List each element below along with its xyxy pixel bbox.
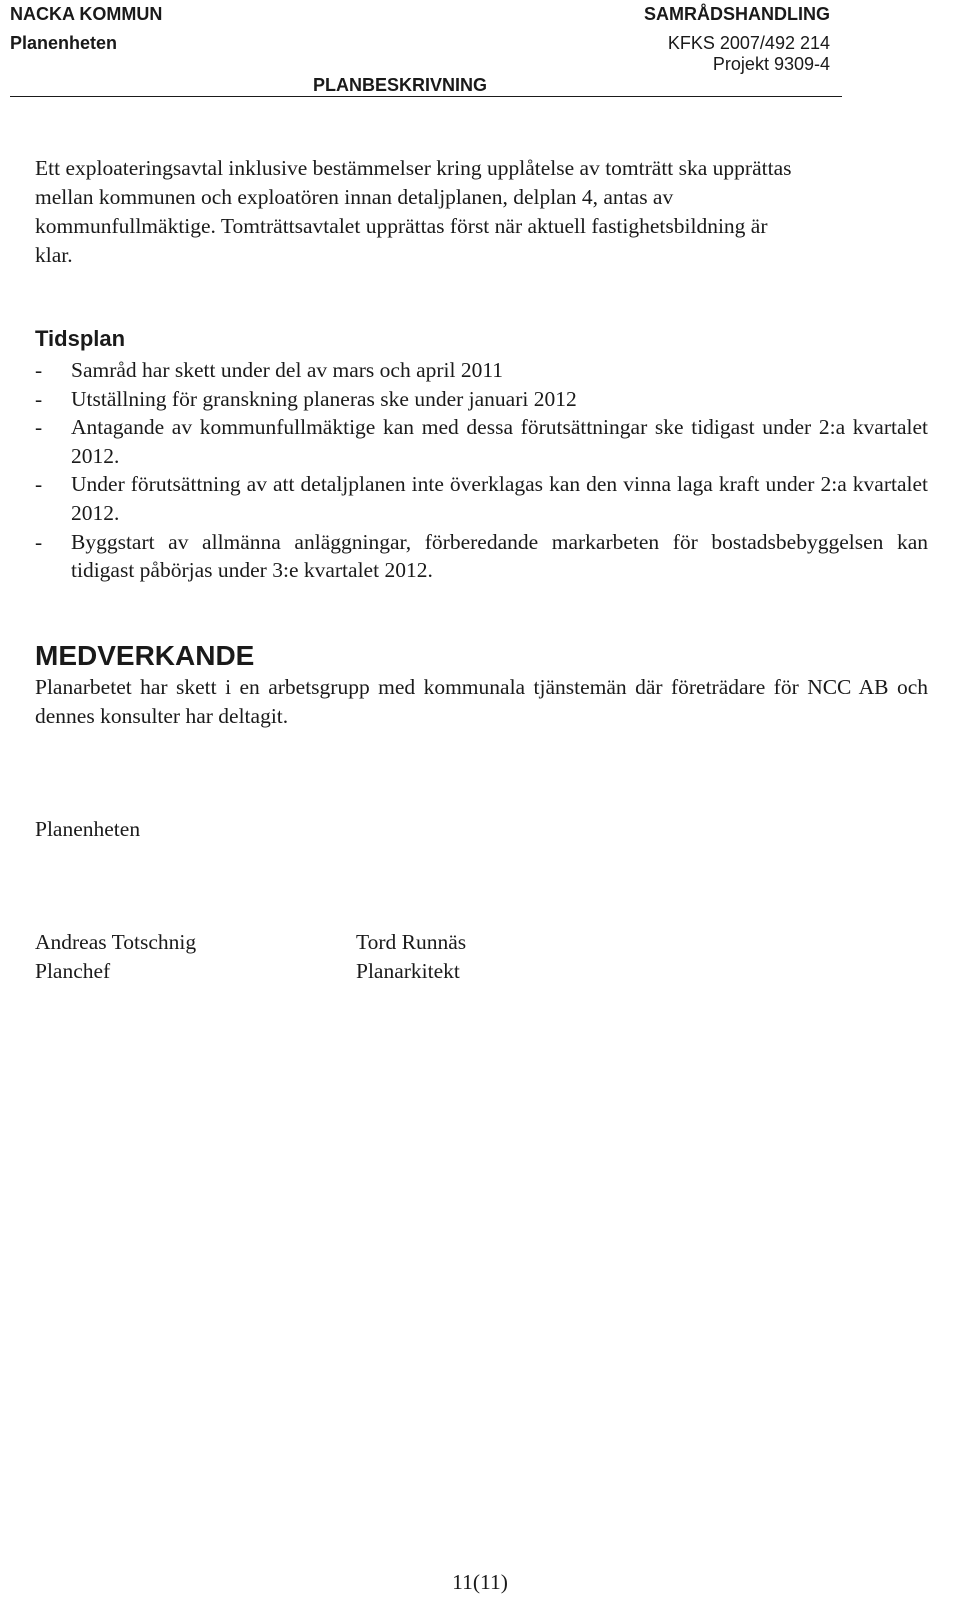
schedule-item — [35, 385, 928, 414]
schedule-item-text: Utställning för granskning planeras ske under januari 2012 — [71, 386, 577, 411]
case-reference: KFKS 2007/492 214 — [667, 33, 830, 53]
schedule-list — [35, 356, 928, 585]
schedule-item-text: Samråd har skett under del av mars och april 2011 — [71, 358, 504, 382]
signatory-name: Andreas Totschnig — [35, 930, 197, 954]
schedule-item-text: Antagande av kommunfullmäktige kan med dessa förutsättningar ske tidigast under 2:a kvartalet 2012. — [71, 415, 928, 468]
list-dash: - — [35, 358, 43, 382]
schedule-item — [35, 470, 928, 527]
schedule-item — [35, 356, 928, 385]
project-number: Projekt 9309-4 — [712, 54, 830, 74]
page-number: 11(11) — [452, 1570, 508, 1594]
schedule-item-text: Byggstart av allmänna anläggningar, förberedande markarbeten för bostadsbebyggelsen kan tidigast påbörjas under 3:e kvartalet 2012. — [71, 529, 928, 583]
signatory-name: Tord Runnäs — [356, 930, 467, 954]
intro-line: klar. — [35, 243, 73, 267]
signoff-unit: Planenheten — [35, 817, 141, 841]
intro-line: mellan kommunen och exploatören innan detaljplanen, delplan 4, antas av — [35, 185, 674, 209]
schedule-heading: Tidsplan — [35, 326, 126, 351]
intro-line: kommunfullmäktige. Tomträttsavtalet upprättas först när aktuell fastighetsbildning är — [35, 214, 768, 238]
schedule-item — [35, 528, 928, 585]
contributors-heading: MEDVERKANDE — [35, 640, 255, 671]
intro-paragraph — [35, 154, 928, 270]
list-dash: - — [35, 529, 43, 554]
document-type: PLANBESKRIVNING — [313, 75, 488, 95]
list-dash: - — [35, 386, 43, 411]
organization-name: NACKA KOMMUN — [10, 4, 163, 24]
list-dash: - — [35, 415, 43, 440]
department-name: Planenheten — [10, 33, 118, 53]
contributors-paragraph: Planarbetet har skett i en arbetsgrupp med kommunala tjänstemän där företrädare för NCC AB och dennes konsulter har deltagit. — [35, 675, 928, 728]
document-status: SAMRÅDSHANDLING — [644, 4, 830, 24]
signatory-title: Planarkitekt — [356, 959, 460, 983]
list-dash: - — [35, 472, 43, 497]
schedule-item-text: Under förutsättning av att detaljplanen inte överklagas kan den vinna laga kraft under 2:a kvartalet 2012. — [71, 472, 928, 525]
schedule-item — [35, 413, 928, 470]
signatory-title: Planchef — [35, 959, 111, 983]
intro-line: Ett exploateringsavtal inklusive bestämmelser kring upplåtelse av tomträtt ska upprättas — [35, 156, 792, 180]
header-divider — [10, 96, 842, 97]
